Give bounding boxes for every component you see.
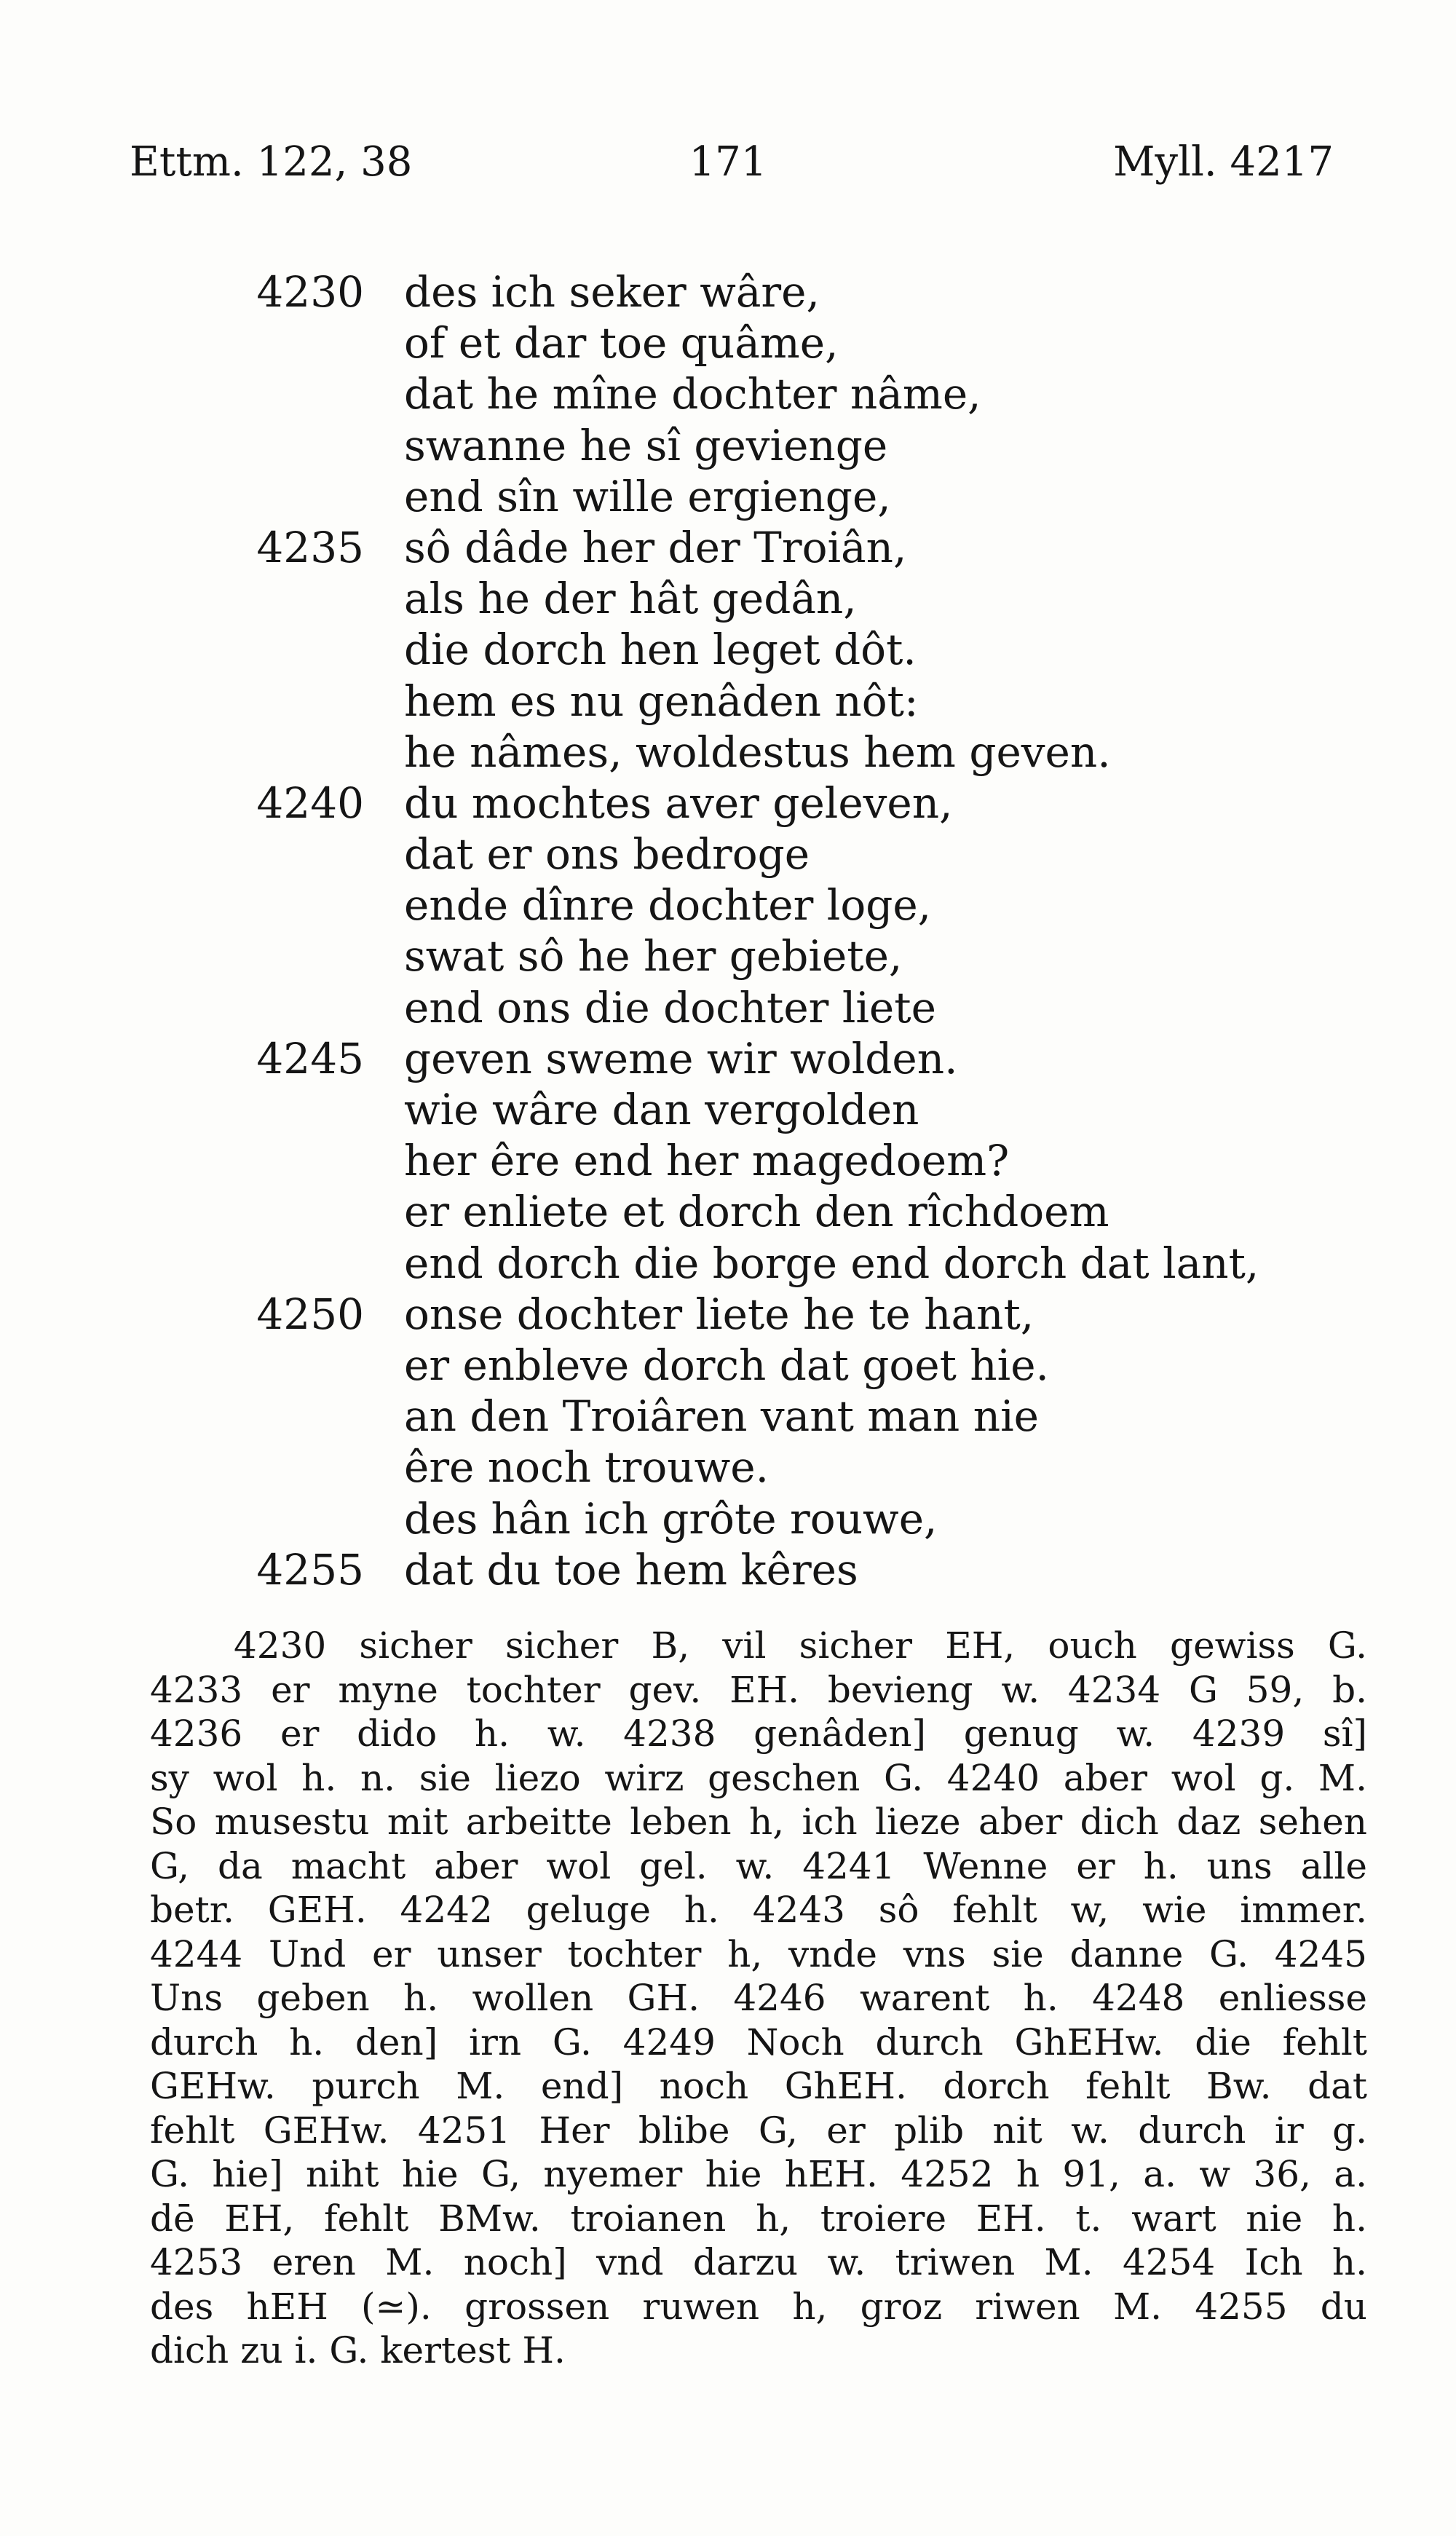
- verse-line: [248, 829, 1340, 880]
- verse-text-line: her êre end her magedoem?: [404, 1136, 1010, 1186]
- verse-line: [248, 1442, 1340, 1493]
- apparatus-line: dē EH, fehlt BMw. troianen h, troiere EH. t. wart nie h.: [150, 2197, 1367, 2240]
- verse-text-line: wie wâre dan vergolden: [404, 1085, 919, 1134]
- apparatus-line: GEHw. purch M. end] noch GhEH. dorch fehlt Bw. dat: [150, 2065, 1367, 2107]
- verse-text-line: swat sô he her gebiete,: [404, 931, 903, 981]
- verse-line: [248, 676, 1340, 727]
- apparatus-line: 4253 eren M. noch] vnd darzu w. triwen M. 4254 Ich h.: [150, 2241, 1367, 2283]
- apparatus-line: des hEH (≃). grossen ruwen h, groz riwen M. 4255 du: [150, 2285, 1367, 2328]
- apparatus-line: betr. GEH. 4242 geluge h. 4243 sô fehlt w, wie immer.: [150, 1889, 1367, 1931]
- verse-line: [248, 1186, 1340, 1237]
- verse-text: [248, 266, 1340, 1595]
- apparatus-line: 4236 er dido h. w. 4238 genâden] genug w. 4239 sî]: [150, 1713, 1367, 1755]
- verse-line: [248, 1238, 1340, 1289]
- verse-line: [248, 931, 1340, 981]
- apparatus-line: 4230 sicher sicher B, vil sicher EH, ouch gewiss G.: [234, 1624, 1367, 1667]
- verse-text-line: sô dâde her der Troiân,: [404, 522, 907, 572]
- verse-text-line: onse dochter liete he te hant,: [404, 1289, 1034, 1339]
- line-number: 4255: [256, 1544, 364, 1595]
- verse-line: [248, 317, 1340, 368]
- verse-text-line: dat er ons bedroge: [404, 829, 810, 880]
- verse-text-line: geven sweme wir wolden.: [404, 1033, 958, 1083]
- verse-line: [248, 368, 1340, 419]
- running-head-right: Myll. 4217: [1113, 138, 1334, 186]
- verse-line: [248, 1135, 1340, 1186]
- verse-line: [248, 573, 1340, 624]
- verse-text-line: of et dar toe quâme,: [404, 318, 839, 368]
- line-number: 4230: [256, 267, 364, 317]
- verse-text-line: dat he mîne dochter nâme,: [404, 369, 981, 419]
- verse-text-line: end ons die dochter liete: [404, 982, 936, 1032]
- apparatus-line: Uns geben h. wollen GH. 4246 warent h. 4248 enliesse: [150, 1977, 1367, 2019]
- verse-line: [248, 420, 1340, 471]
- verse-text-line: du mochtes aver geleven,: [404, 778, 953, 828]
- verse-text-line: des hân ich grôte rouwe,: [404, 1493, 938, 1544]
- verse-line: [248, 1033, 1340, 1084]
- verse-line: [248, 778, 1340, 829]
- verse-line: [248, 1340, 1340, 1391]
- verse-text-line: an den Troiâren vant man nie: [404, 1391, 1039, 1442]
- verse-line: [248, 624, 1340, 675]
- apparatus-line: dich zu i. G. kertest H.: [150, 2329, 566, 2371]
- verse-line: [248, 1084, 1340, 1135]
- apparatus-line: fehlt GEHw. 4251 Her blibe G, er plib nit w. durch ir g.: [150, 2109, 1367, 2152]
- verse-line: [248, 982, 1340, 1033]
- verse-text-line: ende dînre dochter loge,: [404, 880, 932, 931]
- line-number: 4235: [256, 522, 364, 572]
- verse-line: [248, 266, 1340, 317]
- verse-text-line: end sîn wille ergienge,: [404, 471, 891, 521]
- line-number: 4250: [256, 1289, 364, 1339]
- verse-text-line: als he der hât gedân,: [404, 574, 857, 624]
- page-number: 171: [689, 138, 767, 186]
- verse-text-line: des ich seker wâre,: [404, 267, 820, 317]
- running-head-left: Ettm. 122, 38: [130, 138, 413, 186]
- verse-text-line: er enbleve dorch dat goet hie.: [404, 1340, 1049, 1390]
- verse-line: [248, 727, 1340, 778]
- verse-text-line: end dorch die borge end dorch dat lant,: [404, 1238, 1259, 1288]
- line-number: 4245: [256, 1033, 364, 1083]
- verse-line: [248, 1289, 1340, 1340]
- verse-text-line: hem es nu genâden nôt:: [404, 676, 919, 726]
- apparatus-line: G, da macht aber wol gel. w. 4241 Wenne er h. uns alle: [150, 1844, 1367, 1887]
- verse-line: [248, 1544, 1340, 1595]
- line-number: 4240: [256, 778, 364, 828]
- apparatus-line: 4244 Und er unser tochter h, vnde vns sie danne G. 4245: [150, 1932, 1367, 1975]
- verse-line: [248, 1493, 1340, 1544]
- apparatus-line: 4233 er myne tochter gev. EH. bevieng w. 4234 G 59, b.: [150, 1668, 1367, 1711]
- apparatus-line: durch h. den] irn G. 4249 Noch durch GhEHw. die fehlt: [150, 2020, 1367, 2063]
- verse-line: [248, 471, 1340, 522]
- verse-line: [248, 1391, 1340, 1442]
- apparatus-line: G. hie] niht hie G, nyemer hie hEH. 4252 h 91, a. w 36, a.: [150, 2153, 1367, 2195]
- verse-line: [248, 522, 1340, 573]
- verse-text-line: êre noch trouwe.: [404, 1442, 769, 1493]
- critical-apparatus: [150, 1624, 1367, 2373]
- apparatus-line: sy wol h. n. sie liezo wirz geschen G. 4240 aber wol g. M.: [150, 1756, 1367, 1799]
- verse-text-line: die dorch hen leget dôt.: [404, 625, 917, 675]
- verse-text-line: dat du toe hem kêres: [404, 1544, 858, 1595]
- verse-text-line: he nâmes, woldestus hem geven.: [404, 727, 1111, 777]
- verse-text-line: er enliete et dorch den rîchdoem: [404, 1187, 1109, 1237]
- apparatus-line: So musestu mit arbeitte leben h, ich lieze aber dich daz sehen: [150, 1801, 1367, 1843]
- verse-line: [248, 880, 1340, 931]
- verse-text-line: swanne he sî gevienge: [404, 420, 888, 470]
